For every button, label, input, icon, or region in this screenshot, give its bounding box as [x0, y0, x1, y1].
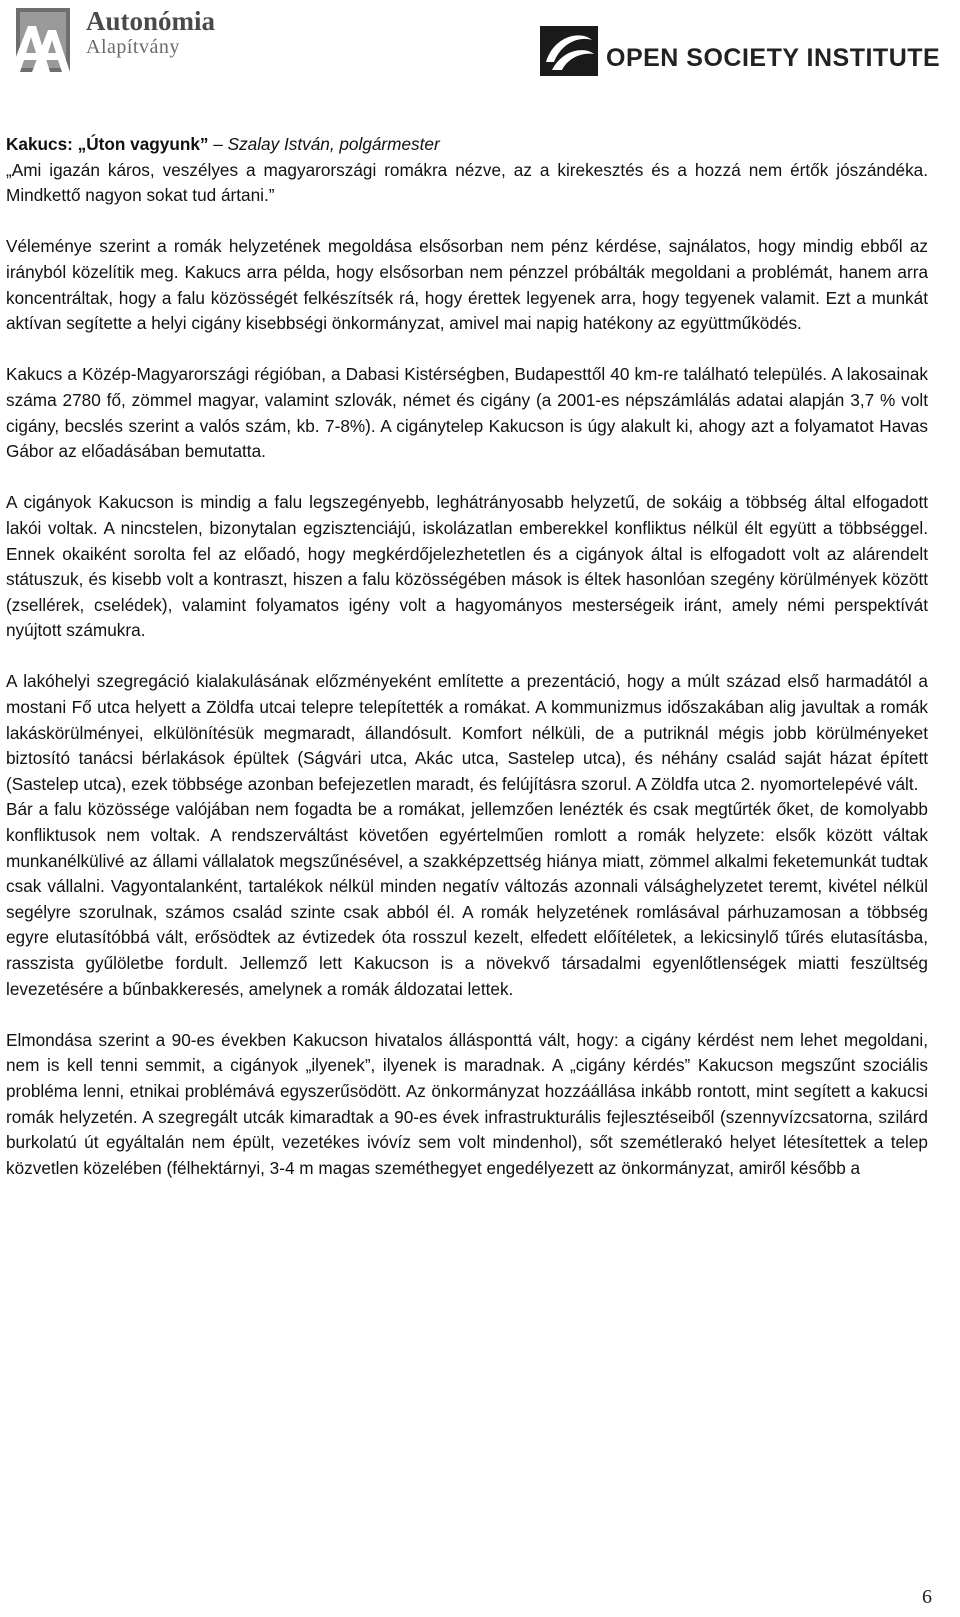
- headline-title: „Úton vagyunk”: [77, 134, 209, 154]
- quote-paragraph: „Ami igazán káros, veszélyes a magyarországi romákra nézve, az a kirekesztés és a hozzá nem értők jószándéka. Mindkettő nagyon sokat tud ártani.”: [6, 159, 928, 206]
- open-society-institute-logo: [540, 26, 941, 76]
- body-paragraph: Elmondása szerint a 90-es években Kakucson hivatalos állásponttá vált, hogy: a cigány kérdést nem lehet megoldani, nem is kell tenni semmit, a cigányok „ilyenek”, ilyenek is maradnak. A „cigány kérdés” Kakucson megszűnt szociális probléma lenni, etnikai problémává egyszerűsödött. Az önkormányzat hozzáállása inkább rontott, mint segített a kakucsi romák helyzetén. A szegregált utcák kimaradtak a 90-es évek infrastrukturális fejlesztéseiből (szennyvízcsatorna, szilárd burkolatú út egyáltalán nem épült, vezetékes ivóvíz sem volt mindenhol), sőt szemétlerakó helyet létesítettek a telep közvetlen közelében (félhektárnyi, 3-4 m magas szeméthegyet engedélyezett az önkormányzat, amiről később a: [6, 1029, 928, 1178]
- body-paragraph: Kakucs a Közép-Magyarországi régióban, a Dabasi Kistérségben, Budapesttől 40 km-re található település. A lakosainak száma 2780 fő, zömmel magyar, valamint szlovák, német és cigány (a 2001-es népszámlálás adatai alapján 3,7 % volt cigány, becslés szerint a valós szám, kb. 7-8%). A cigánytelep Kakucson is úgy alakult ki, ahogy azt a folyamatot Havas Gábor az előadásában bemutatta.: [6, 364, 928, 462]
- autonomia-logo-subtitle: Alapítvány: [86, 36, 180, 58]
- autonomia-aa-logo-icon: [6, 4, 76, 76]
- body-paragraph: Bár a falu közössége valójában nem fogadta be a romákat, jellemzően lenézték és csak megtűrték őket, de komolyabb konfliktusok nem voltak. A rendszerváltást követően egyértelműen romlott a romák helyzete: elsők között váltak munkanélkülivé az állami vállalatok megszűnésével, a szakképzettség hiánya miatt, zömmel alkalmi feketemunkát tudtak csak vállalni. Vagyontalanként, tartalékok nélkül minden negatív változás azonnali válsághelyzetet teremt, kivétel nélkül segélyre szorulnak, számos család szinte csak abból él. A romák helyzetének romlásával párhuzamosan a többség egyre elutasítóbbá vált, erősödtek az évtizedek óta rosszul kezelt, elfedett előítéletek, a lekicsinylő tűrés elutasításba, rasszista gyűlöletbe fordult. Jellemző lett Kakucson is a növekvő társadalmi egyenlőtlenségek miatti feszültség levezetésére a bűnbakkeresés, amelynek a romák áldozatai lettek.: [6, 799, 928, 999]
- page-header: [0, 0, 960, 110]
- body-paragraph: Véleménye szerint a romák helyzetének megoldása elsősorban nem pénz kérdése, sajnálatos, hogy mindig ebből az irányból közelítik meg. Kakucs arra példa, hogy elsősorban nem pénzzel próbálták megoldani a problémát, hanem arra koncentráltak, hogy a falu közösségét felkészítsék rá, hogy érettek legyenek arra, hogy tegyenek valamit. Ezt a munkát aktívan segítette a helyi cigány kisebbségi önkormányzat, amivel mai napig hatékony az együttműködés.: [6, 236, 928, 334]
- headline-author: Szalay István, polgármester: [227, 134, 440, 154]
- headline-dash: –: [213, 134, 223, 154]
- article-body: [6, 132, 928, 1181]
- open-society-institute-name: OPEN SOCIETY INSTITUTE: [606, 44, 941, 72]
- autonomia-logo-name: Autonómia: [86, 6, 216, 36]
- autonomia-logo: [6, 4, 266, 76]
- headline-place: Kakucs:: [6, 134, 73, 154]
- page-number: 6: [922, 1586, 932, 1608]
- body-paragraph: A cigányok Kakucson is mindig a falu legszegényebb, leghátrányosabb helyzetű, de sokáig a többség által elfogadott lakói voltak. A nincstelen, bizonytalan egzisztenciájú, iskolázatlan emberekkel konfliktus nélkül élt együtt a többséggel. Ennek okaiként sorolta fel az előadó, hogy megkérdőjelezhetetlen és a cigányok által is elfogadott volt az alárendelt státuszuk, és kisebb volt a kontraszt, hiszen a falu közösségében mások is éltek hasonlóan szegény körülmények között (zsellérek, cselédek), valamint folyamatos igény volt a hagyományos mesterségeik iránt, amely némi perspektívát nyújtott számukra.: [6, 492, 928, 641]
- open-society-swirl-logo-icon: [540, 26, 598, 76]
- article-headline: [6, 132, 928, 158]
- body-paragraph: A lakóhelyi szegregáció kialakulásának előzményeként említette a prezentáció, hogy a múlt század első harmadától a mostani Fő utca helyett a Zöldfa utcai telepre telepítették a romákat. A kommunizmus időszakában alig javultak a romák lakáskörülményei, elkülönítésük megmaradt, állandósult. Komfort nélküli, de a putriknál mégis jobb körülményeket biztosító tanácsi bérlakások épültek (Ságvári utca, Akác utca, Sastelep utca), és néhány család saját házat épített (Sastelep utca), ezek többsége azonban befejezetlen maradt, és felújításra szorul. A Zöldfa utca 2. nyomortelepévé vált.: [6, 671, 928, 794]
